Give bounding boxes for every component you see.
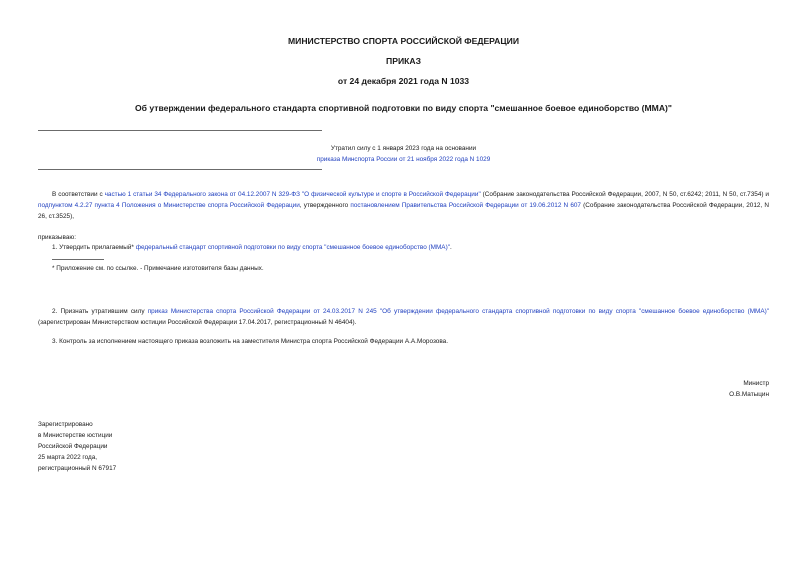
item-2-text: 2. Признать утратившим силу [52, 308, 148, 315]
item-2-paragraph [38, 306, 769, 328]
footnote-text: * Приложение см. по ссылке. - Примечание изготовителя базы данных. [52, 265, 264, 272]
preamble-text-2: (Собрание законодательства Российской Федерации, 2007, N 50, ст.6242; 2011, N 50, ст.7354) и [480, 191, 769, 198]
federal-standard-link[interactable]: федеральный стандарт спортивной подготовки по виду спорта "смешанное боевое единоборство (ММА)" [135, 244, 450, 251]
item-2-end: (зарегистрирован Министерством юстиции Российской Федерации 17.04.2017, регистрационный N 46404). [38, 319, 357, 327]
registration-line: Российской Федерации [38, 443, 108, 450]
preamble-text-3: , утвержденного [299, 202, 351, 210]
item-1-paragraph [38, 242, 769, 253]
signatory-name: О.В.Матыцин [729, 391, 769, 398]
registration-number: регистрационный N 67917 [38, 465, 117, 472]
status-top-divider [38, 130, 322, 131]
ministry-heading: МИНИСТЕРСТВО СПОРТА РОССИЙСКОЙ ФЕДЕРАЦИИ [287, 36, 519, 46]
footnote-divider [52, 259, 104, 260]
item-3-paragraph: 3. Контроль за исполнением настоящего приказа возложить на заместителя Министра спорта Российской Федерации А.А.Морозова. [52, 338, 449, 345]
registration-date: 25 марта 2022 года, [38, 454, 98, 461]
registration-line: Зарегистрировано [38, 421, 93, 428]
document-type: ПРИКАЗ [386, 56, 421, 66]
status-note-text: Утратил силу с 1 января 2023 года на основании [330, 145, 477, 152]
item-1-end: . [449, 244, 452, 251]
federal-law-link[interactable]: частью 1 статьи 34 Федерального закона от 04.12.2007 N 329-ФЗ "О физической культуре и спорте в Российской Федерации" [104, 191, 481, 198]
item-1-text: 1. Утвердить прилагаемый* [52, 244, 136, 251]
registration-block [38, 419, 116, 474]
preamble-paragraph [38, 189, 769, 223]
preamble-text-1: В соответствии с [52, 191, 105, 198]
status-bottom-divider [38, 169, 322, 170]
order-word: приказываю: [38, 234, 76, 241]
repealed-order-link[interactable]: приказ Министерства спорта Российской Федерации от 24.03.2017 N 245 "Об утверждении федерального стандарта спортивной подготовки по виду спорта "смешанное боевое единоборство (ММА)" [147, 308, 770, 315]
preamble-text-4: (Собрание законодательства Российской Федерации, 2012, N 26, ст.3525), [38, 202, 769, 221]
document-title: Об утверждении федерального стандарта спортивной подготовки по виду спорта "смешанное боевое единоборство (ММА)" [135, 103, 672, 113]
signatory-position: Министр [743, 380, 769, 387]
repealing-order-link[interactable]: приказа Минспорта России от 21 ноября 2022 года N 1029 [316, 156, 491, 163]
registration-line: в Министерстве юстиции [38, 432, 113, 439]
status-note-line2 [0, 154, 807, 165]
government-resolution-link[interactable]: постановлением Правительства Российской Федерации от 19.06.2012 N 607 [350, 202, 581, 210]
ministry-regulation-link[interactable]: подпунктом 4.2.27 пункта 4 Положения о Министерстве спорта Российской Федерации [38, 202, 300, 210]
document-date-number: от 24 декабря 2021 года N 1033 [337, 76, 470, 86]
